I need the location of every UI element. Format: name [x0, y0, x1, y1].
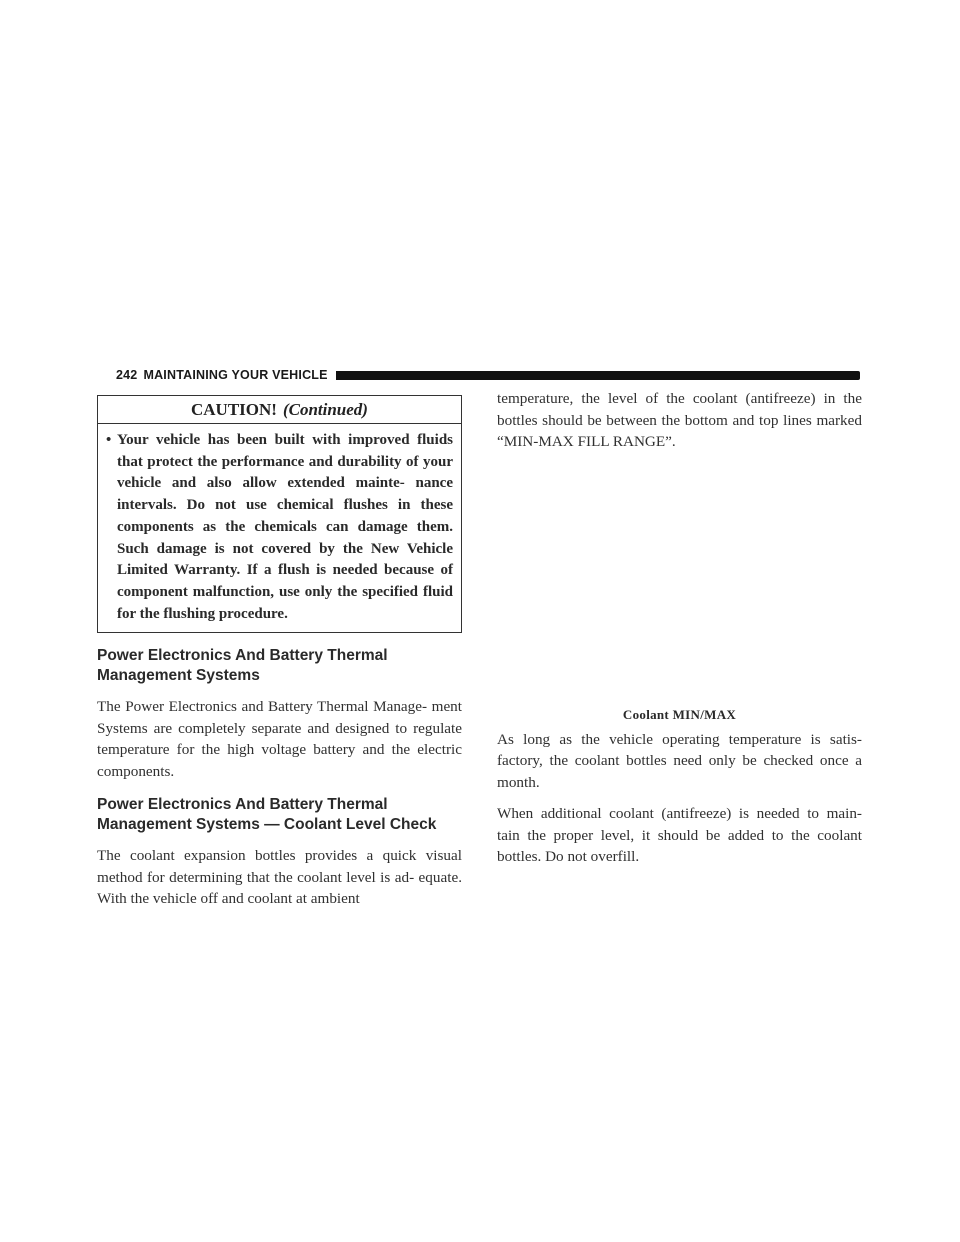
paragraph: When additional coolant (antifreeze) is needed to main- tain the proper level, it should be added to the coolant bottles. Do not overfill.	[497, 805, 862, 865]
section-body: The coolant expansion bottles provides a quick visual method for determining that the coolant level is ad- equate. With the vehicle off and coolant at ambient	[97, 847, 462, 908]
section-title: MAINTAINING YOUR VEHICLE	[143, 368, 328, 382]
header-rule	[336, 371, 860, 380]
page-header	[116, 364, 860, 386]
continued-paragraph: temperature, the level of the coolant (antifreeze) in the bottles should be between the bottom and top lines marked “MIN-MAX FILL RANGE”.	[497, 390, 862, 450]
caution-title: CAUTION!	[191, 400, 277, 419]
left-column	[97, 395, 462, 910]
figure-caption: Coolant MIN/MAX	[622, 706, 737, 722]
caution-bullet-text: Your vehicle has been built with improved fluids that protect the performance and durability of your vehicle and also allow extended mainte- nance intervals. Do not use chemical flushes in these components as the chemicals can damage them. Such damage is not covered by the New Vehicle Limited Warranty. If a flush is needed because of component malfunction, use only the specified fluid for the flushing procedure.	[117, 432, 453, 622]
caution-body	[98, 424, 461, 632]
section-heading: Power Electronics And Battery Thermal Management Systems — Coolant Level Check	[97, 796, 437, 834]
figure-area	[497, 453, 862, 707]
page-number: 242	[116, 368, 138, 382]
caution-bullet	[106, 430, 453, 625]
bullet-icon: •	[106, 432, 112, 448]
caution-continued: (Continued)	[282, 400, 368, 419]
paragraph: As long as the vehicle operating temperature is satis- factory, the coolant bottles need only be checked once a month.	[497, 730, 862, 791]
caution-box	[97, 395, 462, 633]
section-heading: Power Electronics And Battery Thermal Management Systems	[97, 647, 388, 685]
right-column	[497, 388, 862, 868]
caution-header	[98, 396, 461, 424]
section-body: The Power Electronics and Battery Thermal Manage- ment Systems are completely separate and designed to regulate temperature for the high voltage battery and the electric components.	[97, 698, 462, 780]
